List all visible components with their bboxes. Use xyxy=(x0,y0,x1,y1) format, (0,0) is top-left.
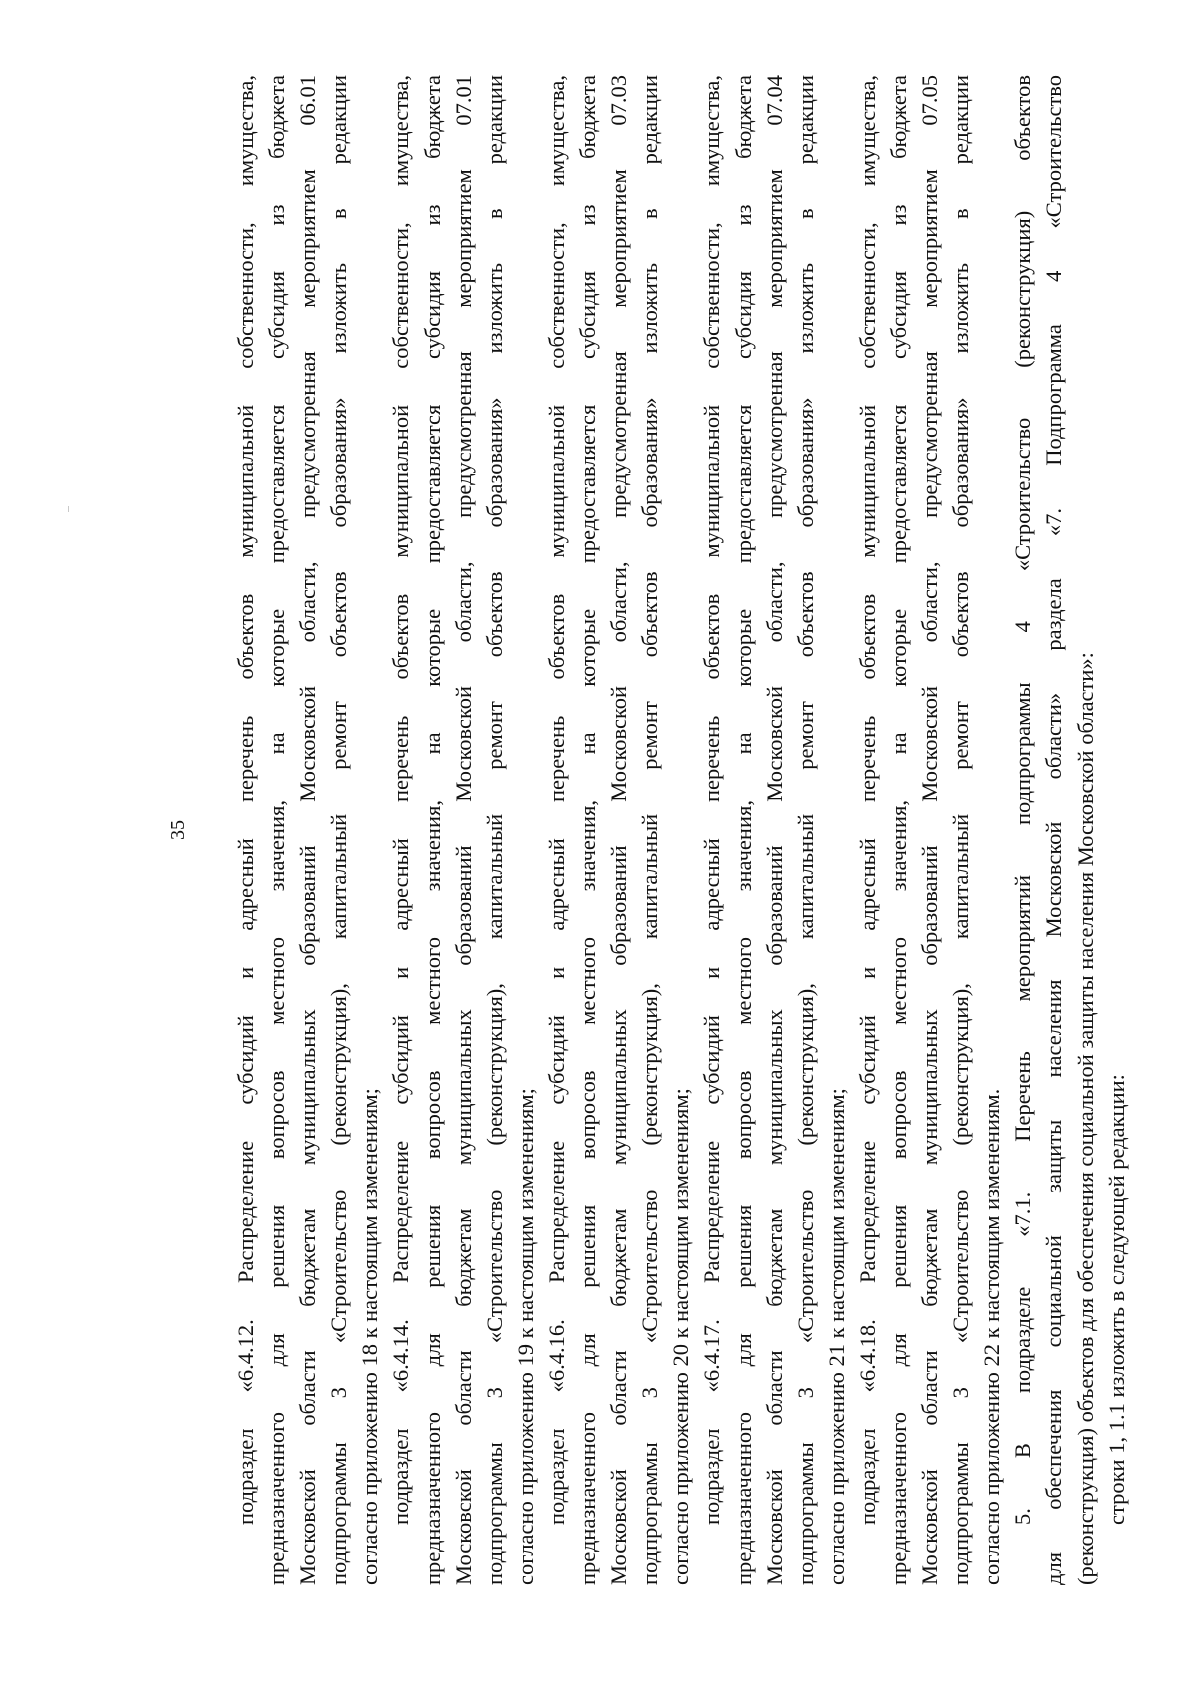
text-line: подраздел «6.4.16. Распределение субсидий и адресный перечень объектов муниципальной собственности, имущества, xyxy=(543,75,569,1525)
text-line: для обеспечения социальной защиты населения Московской области» раздела «7. Подпрограмма 4 «Строительство xyxy=(1041,75,1067,1585)
body-text xyxy=(230,75,1132,1585)
text-line: предназначенного для решения вопросов местного значения, на которые предоставляется субсидия из бюджета xyxy=(885,75,911,1585)
rotated-page-content xyxy=(148,75,1129,1585)
text-line: согласно приложению 20 к настоящим изменениям; xyxy=(668,1088,694,1585)
text-line: Московской области бюджетам муниципальных образований Московской области, предусмотренная мероприятием 07.05 xyxy=(917,75,943,1585)
text-line: предназначенного для решения вопросов местного значения, на которые предоставляется субсидия из бюджета xyxy=(419,75,445,1585)
paragraph xyxy=(1101,75,1132,1585)
text-line: (реконструкция) объектов для обеспечения социальной защиты населения Московской области»: xyxy=(1072,652,1098,1585)
paragraph xyxy=(1007,75,1100,1585)
text-line: согласно приложению 22 к настоящим изменениям. xyxy=(979,1088,1005,1585)
paragraph xyxy=(696,75,851,1585)
text-line: Московской области бюджетам муниципальных образований Московской области, предусмотренная мероприятием 07.01 xyxy=(450,75,476,1585)
text-line: предназначенного для решения вопросов местного значения, на которые предоставляется субсидия из бюджета xyxy=(575,75,601,1585)
text-line: подпрограммы 3 «Строительство (реконструкция), капитальный ремонт объектов образования» изложить в редакции xyxy=(326,75,352,1585)
text-line: подпрограммы 3 «Строительство (реконструкция), капитальный ремонт объектов образования» изложить в редакции xyxy=(792,75,818,1585)
text-line: Московской области бюджетам муниципальных образований Московской области, предусмотренная мероприятием 07.04 xyxy=(761,75,787,1585)
paragraph xyxy=(852,75,1007,1585)
text-line: подраздел «6.4.12. Распределение субсидий и адресный перечень объектов муниципальной собственности, имущества, xyxy=(233,75,258,1525)
text-line: строки 1, 1.1 изложить в следующей редакции: xyxy=(1103,1074,1129,1525)
paragraph xyxy=(541,75,696,1585)
text-line: подпрограммы 3 «Строительство (реконструкция), капитальный ремонт объектов образования» изложить в редакции xyxy=(637,75,663,1585)
scan-artifact xyxy=(68,506,69,512)
text-line: предназначенного для решения вопросов местного значения, на которые предоставляется субсидия из бюджета xyxy=(730,75,756,1585)
text-line: подпрограммы 3 «Строительство (реконструкция), капитальный ремонт объектов образования» изложить в редакции xyxy=(948,75,974,1585)
text-line: подпрограммы 3 «Строительство (реконструкция), капитальный ремонт объектов образования» изложить в редакции xyxy=(481,75,507,1585)
text-line: согласно приложению 19 к настоящим изменениям; xyxy=(512,1088,538,1585)
page-number: 35 xyxy=(167,820,189,840)
text-line: подраздел «6.4.17. Распределение субсидий и адресный перечень объектов муниципальной собственности, имущества, xyxy=(699,75,725,1525)
text-line: 5. В подразделе «7.1. Перечень мероприятий подпрограммы 4 «Строительство (реконструкция) объектов xyxy=(1010,75,1036,1525)
text-line: подраздел «6.4.14. Распределение субсидий и адресный перечень объектов муниципальной собственности, имущества, xyxy=(388,75,414,1525)
paragraph xyxy=(385,75,540,1585)
paragraph xyxy=(230,75,385,1585)
text-line: подраздел «6.4.18. Распределение субсидий и адресный перечень объектов муниципальной собственности, имущества, xyxy=(854,75,880,1525)
text-line: Московской области бюджетам муниципальных образований Московской области, предусмотренная мероприятием 07.03 xyxy=(606,75,632,1585)
text-line: согласно приложению 21 к настоящим изменениям; xyxy=(823,1088,849,1585)
text-line: Московской области бюджетам муниципальных образований Московской области, предусмотренная мероприятием 06.01 xyxy=(295,75,321,1585)
text-line: согласно приложению 18 к настоящим изменениям; xyxy=(357,1088,383,1585)
text-line: предназначенного для решения вопросов местного значения, на которые предоставляется субсидия из бюджета xyxy=(264,75,290,1585)
